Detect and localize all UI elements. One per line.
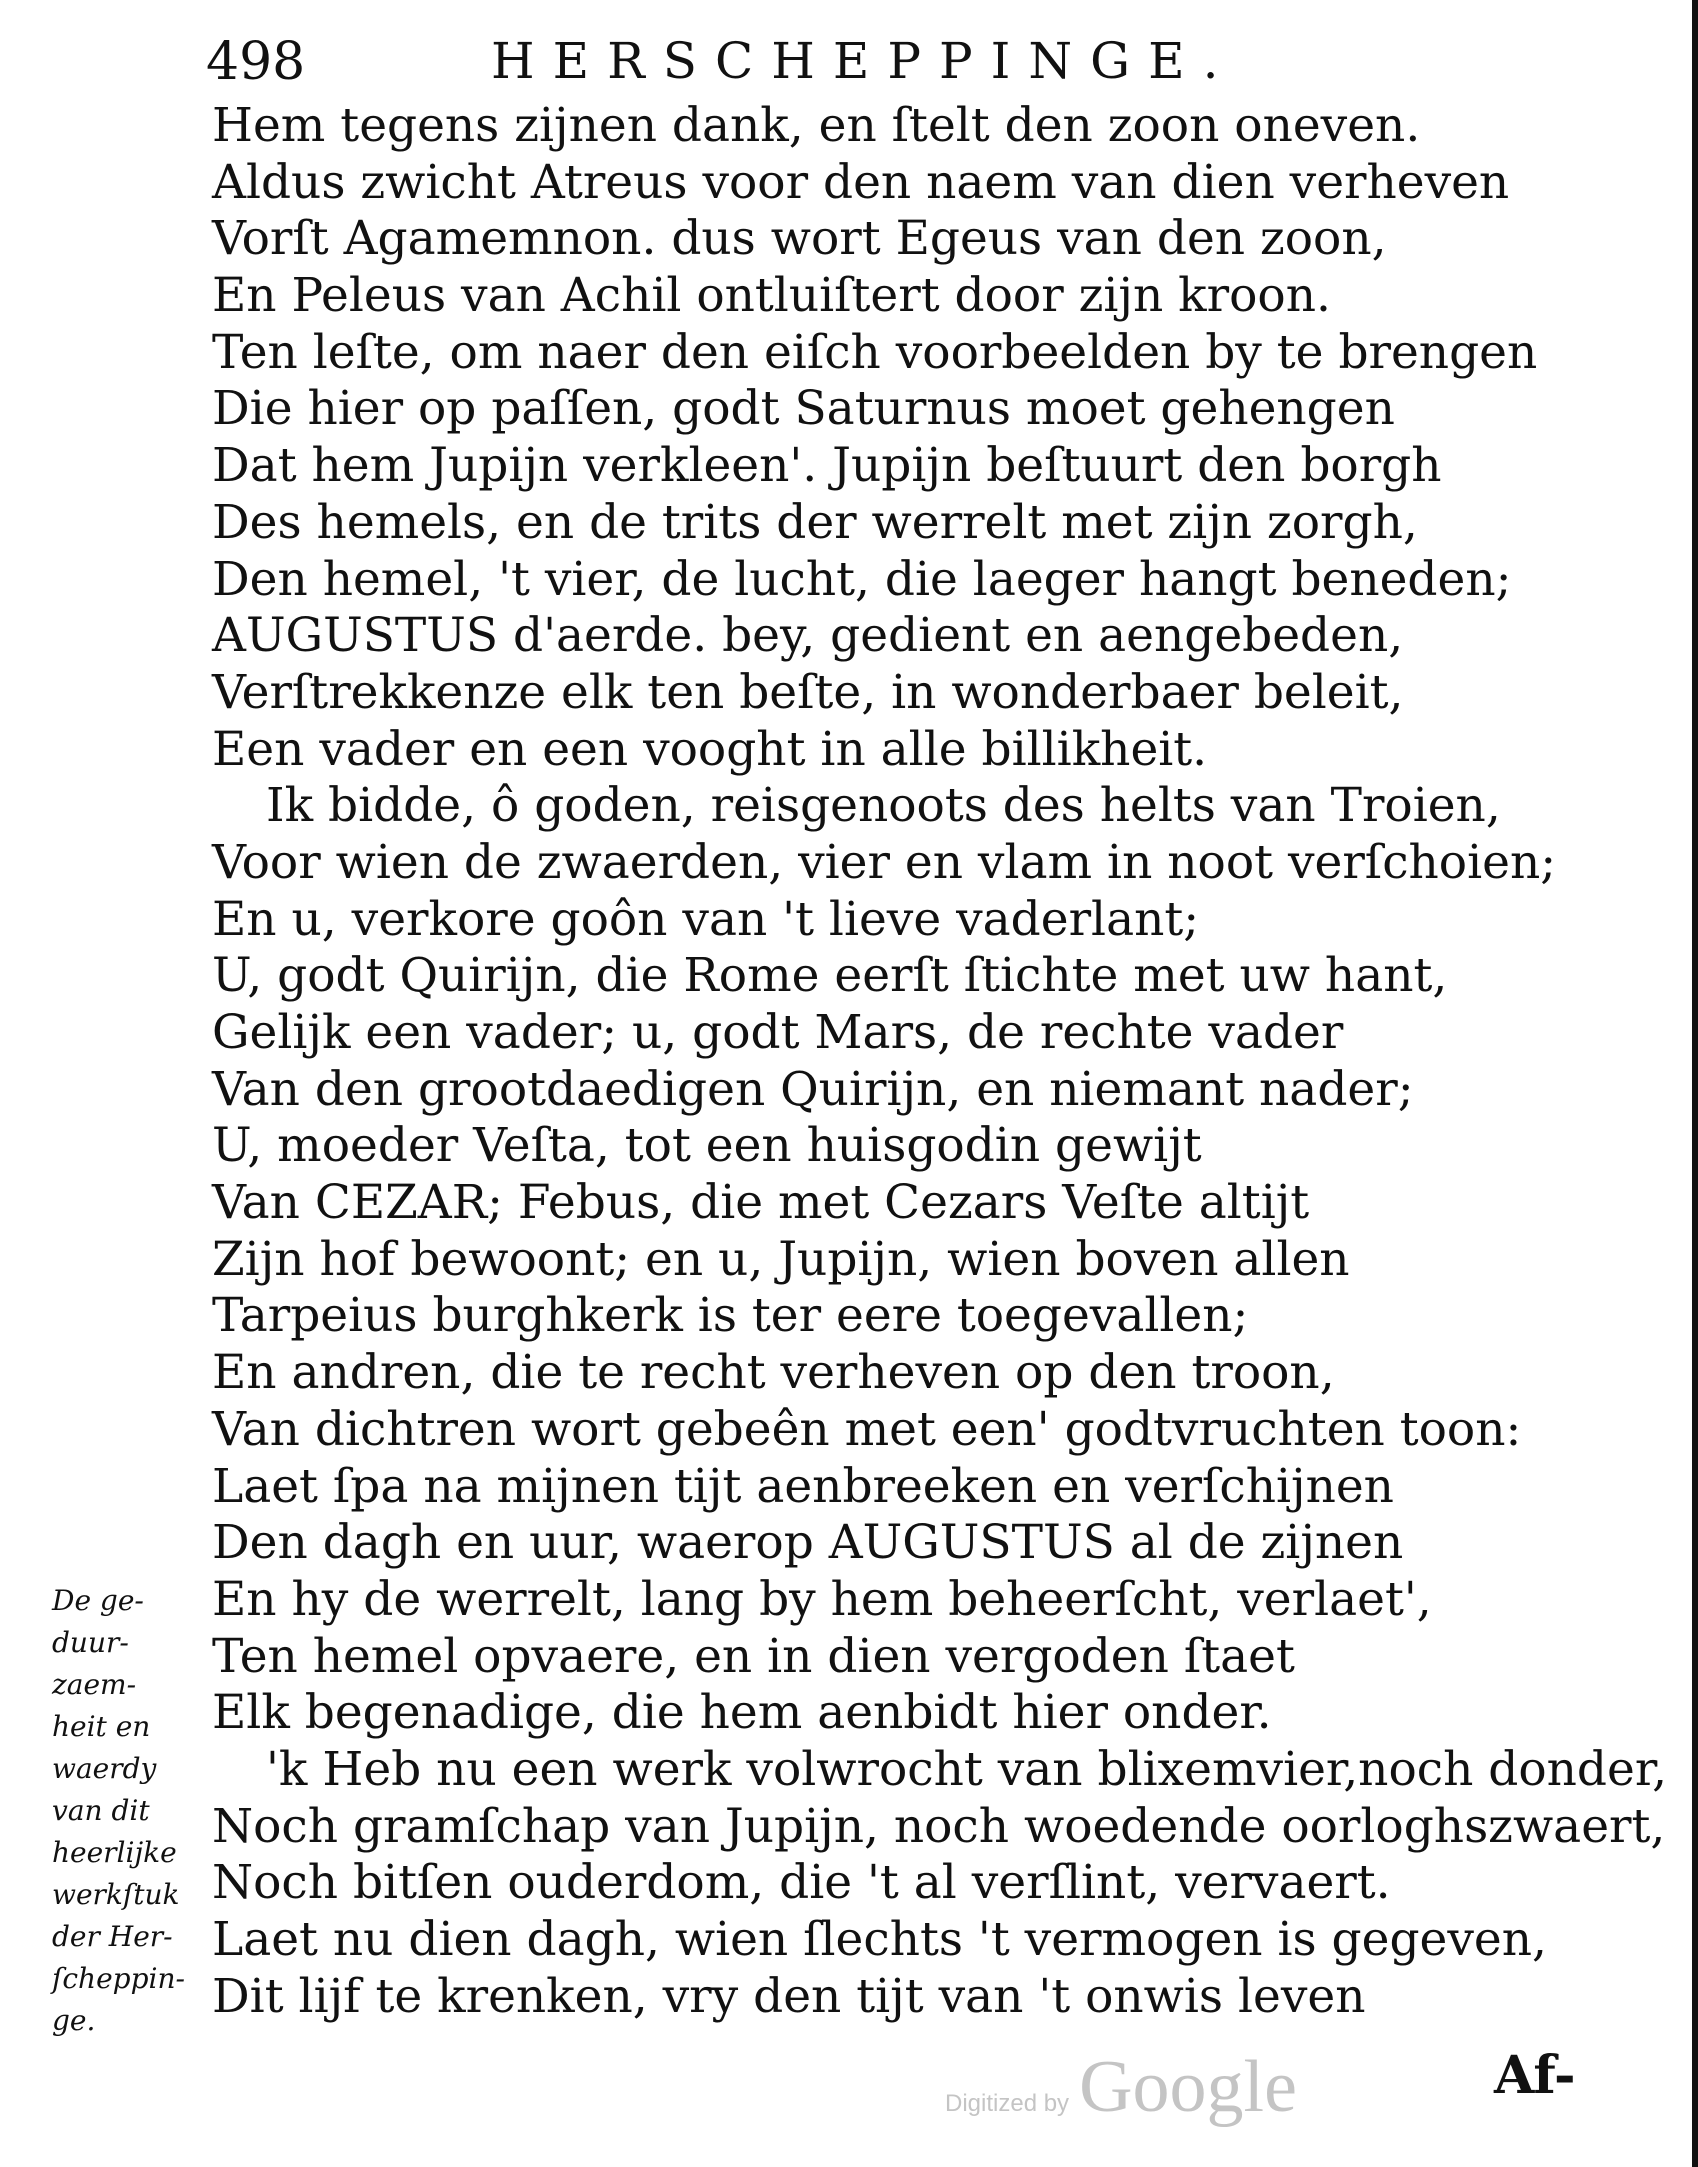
verse-line: En Peleus van Achil ontluiſtert door zijn kroon. [212, 268, 1331, 324]
margin-note-line: ſcheppin- [52, 1962, 185, 1995]
watermark-small-text: Digitized by [945, 2090, 1070, 2117]
verse-line: Den dagh en uur, waerop AUGUSTUS al de zijnen [212, 1515, 1404, 1571]
verse-line: Zijn hof bewoont; en u, Jupijn, wien boven allen [212, 1231, 1350, 1287]
verse-line: Ik bidde, ô goden, reisgenoots des helts van Troien, [266, 778, 1501, 834]
watermark-logo-text: Google [1079, 2046, 1297, 2128]
margin-note-line: heerlijke [52, 1836, 177, 1869]
margin-note-line: zaem- [52, 1668, 137, 1701]
verse-line: Noch gramſchap van Jupijn, noch woedende oorloghszwaert, [212, 1798, 1666, 1854]
margin-note-line: ge. [52, 2004, 96, 2037]
verse-line: En u, verkore goôn van 't lieve vaderlant; [212, 891, 1200, 947]
verse-line: En hy de werrelt, lang by hem beheerſcht, verlaet', [212, 1571, 1432, 1627]
verse-line: 'k Heb nu een werk volwrocht van blixemvier,noch donder, [266, 1741, 1668, 1797]
verse-line: Dit lijf te krenken, vry den tijt van 't onwis leven [212, 1968, 1366, 2024]
margin-note-line: van dit [52, 1794, 150, 1827]
verse-line: Gelijk een vader; u, godt Mars, de rechte vader [212, 1005, 1344, 1060]
verse-line: Tarpeius burghkerk is ter eere toegevallen; [212, 1288, 1249, 1344]
verse-line: Ten leſte, om naer den eiſch voorbeelden by te brengen [212, 324, 1538, 380]
verse-line: Van den grootdaedigen Quirijn, en niemant nader; [212, 1061, 1414, 1117]
catchword: Af- [1494, 2045, 1576, 2106]
verse-line: Noch bitſen ouderdom, die 't al verſlint, vervaert. [212, 1855, 1391, 1911]
verse-line: Ten hemel opvaere, en in dien vergoden ſtaet [212, 1628, 1295, 1684]
verse-line: Aldus zwicht Atreus voor den naem van dien verheven [212, 154, 1510, 210]
verse-line: Laet nu dien dagh, wien ſlechts 't vermogen is gegeven, [212, 1912, 1547, 1967]
verse-line: Des hemels, en de trits der werrelt met zijn zorgh, [212, 494, 1418, 550]
verse-line: Den hemel, 't vier, de lucht, die laeger hangt beneden; [212, 551, 1512, 607]
margin-note-line: duur- [52, 1626, 129, 1659]
verse-line: U, godt Quirijn, die Rome eerſt ſtichte met uw hant, [212, 948, 1448, 1004]
page-edge-shadow [1692, 0, 1698, 2167]
margin-note-line: heit en [52, 1710, 151, 1743]
verse-line: Verſtrekkenze elk ten beſte, in wonderbaer beleit, [212, 664, 1404, 720]
margin-note-line: der Her- [52, 1920, 173, 1953]
verse-line: Elk begenadige, die hem aenbidt hier onder. [212, 1685, 1272, 1741]
page-header [206, 28, 1356, 98]
verse-line: En andren, die te recht verheven op den troon, [212, 1345, 1335, 1401]
verse-line: AUGUSTUS d'aerde. bey, gedient en aengebeden, [212, 608, 1404, 664]
running-title: HERSCHEPPINGE. [491, 32, 1237, 90]
verse-block [212, 98, 1668, 2025]
verse-line: Van dichtren wort gebeên met een' godtvruchten toon: [212, 1401, 1522, 1457]
verse-line: Dat hem Jupijn verkleen'. Jupijn beſtuurt den borgh [212, 438, 1442, 494]
margin-note-line: werkſtuk [52, 1878, 180, 1911]
verse-line: Een vader en een vooght in alle billikheit. [212, 721, 1208, 777]
verse-line: Hem tegens zijnen dank, en ſtelt den zoon oneven. [212, 98, 1421, 153]
digitized-watermark [945, 2045, 1297, 2130]
verse-line: Laet ſpa na mijnen tijt aenbreeken en verſchijnen [212, 1458, 1394, 1514]
verse-line: Van CEZAR; Febus, die met Cezars Veſte altijt [212, 1175, 1310, 1231]
verse-line: Voor wien de zwaerden, vier en vlam in noot verſchoien; [212, 834, 1557, 890]
page-number: 498 [206, 32, 306, 92]
verse-line: Die hier op paſſen, godt Saturnus moet gehengen [212, 381, 1395, 437]
margin-note-line: De ge- [52, 1584, 144, 1617]
verse-line: U, moeder Veſta, tot een huisgodin gewijt [212, 1118, 1202, 1174]
verse-line: Vorſt Agamemnon. dus wort Egeus van den zoon, [212, 211, 1387, 267]
margin-note-line: waerdy [52, 1752, 157, 1785]
margin-note [52, 1580, 212, 2042]
